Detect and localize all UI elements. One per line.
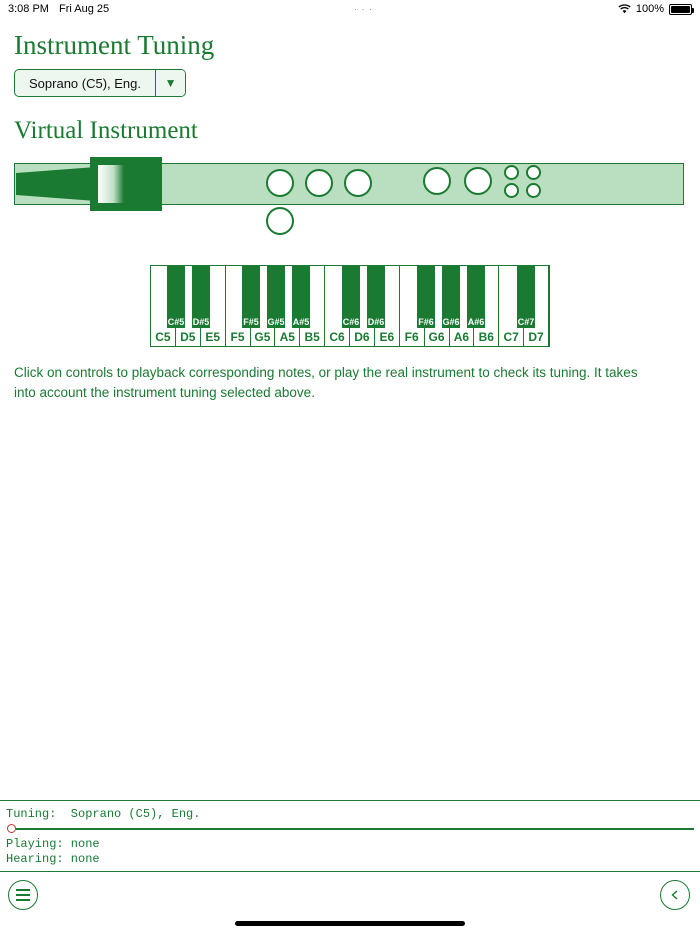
white-key-label: A6 [453,330,470,344]
status-console [0,800,700,872]
instrument-window [98,165,124,203]
black-key-F#5[interactable] [242,266,260,328]
tone-hole-3[interactable] [344,169,372,197]
tone-hole-2[interactable] [305,169,333,197]
home-indicator [235,921,465,926]
console-hearing-line: Hearing: none [6,852,100,866]
black-key-label: G#5 [267,317,285,327]
tuning-select-value: Soprano (C5), Eng. [29,75,142,91]
console-tuning-line: Tuning: Soprano (C5), Eng. [6,807,201,821]
chevron-down-icon[interactable]: ▼ [155,70,185,96]
white-key-label: C7 [503,330,519,344]
tone-hole-5[interactable] [464,167,492,195]
black-key-D#6[interactable] [367,266,385,328]
white-key-label: B6 [478,330,494,344]
status-bar [0,0,700,18]
status-bar-left [8,3,109,15]
black-key-label: D#5 [192,317,210,327]
black-key-label: C#5 [167,317,185,327]
white-key-label: F5 [230,330,245,344]
section-title-virtual-instrument: Virtual Instrument [14,117,198,144]
tone-hole-7b[interactable] [526,183,541,198]
white-key-label: E5 [205,330,221,344]
status-time: 3:08 PM [8,3,49,15]
page-title: Instrument Tuning [14,30,215,60]
black-key-F#6[interactable] [417,266,435,328]
slider-track[interactable] [16,828,694,830]
bottom-bar [0,872,700,934]
white-key-label: G5 [254,330,271,344]
black-key-label: D#6 [367,317,385,327]
white-key-label: G6 [428,330,445,344]
tone-hole-4[interactable] [423,167,451,195]
white-key-label: D5 [180,330,196,344]
black-key-G#6[interactable] [442,266,460,328]
black-key-G#5[interactable] [267,266,285,328]
black-key-label: F#5 [243,317,259,327]
hamburger-menu-icon[interactable] [8,880,38,910]
black-key-A#6[interactable] [467,266,485,328]
black-key-label: G#6 [442,317,460,327]
battery-percent: 100% [635,3,664,15]
level-slider[interactable] [6,824,694,833]
white-key-label: D6 [354,330,370,344]
tone-hole-6b[interactable] [504,183,519,198]
virtual-instrument[interactable] [14,157,686,257]
keyboard-wrap [14,265,686,347]
black-key-label: C#7 [517,317,535,327]
black-key-label: F#6 [418,317,434,327]
tone-hole-1[interactable] [266,169,294,197]
instructions-text: Click on controls to playback corresponding notes, or play the real instrument to check its tuning. It takes into account the instrument tuning selected above. [14,365,638,400]
tone-hole-7a[interactable] [526,165,541,180]
console-playing-line: Playing: none [6,837,100,851]
white-key-label: F6 [404,330,419,344]
white-key-label: C5 [155,330,171,344]
main-content [0,18,700,804]
thumb-hole[interactable] [266,207,294,235]
black-key-C#6[interactable] [342,266,360,328]
back-chevron-glyph [669,889,681,901]
status-bar-right [618,3,692,15]
white-key-label: C6 [329,330,345,344]
piano-keyboard[interactable] [150,265,550,347]
white-key-label: E6 [379,330,395,344]
black-key-D#5[interactable] [192,266,210,328]
hamburger-lines [16,889,30,901]
status-date: Fri Aug 25 [58,3,110,15]
battery-icon [669,4,692,15]
white-key-label: B5 [304,330,320,344]
slider-knob[interactable] [7,824,16,833]
instrument-mouthpiece [16,167,96,201]
wifi-icon [618,4,631,14]
black-key-label: A#6 [467,317,485,327]
black-key-C#5[interactable] [167,266,185,328]
white-key-label: D7 [528,330,544,344]
back-chevron-icon[interactable] [660,880,690,910]
black-key-label: A#5 [292,317,310,327]
black-key-A#5[interactable] [292,266,310,328]
black-key-C#7[interactable] [517,266,535,328]
tone-hole-6a[interactable] [504,165,519,180]
tuning-select[interactable] [14,69,186,97]
black-key-label: C#6 [342,317,360,327]
status-center-text: · · · [353,4,373,14]
white-key-label: A5 [279,330,295,344]
